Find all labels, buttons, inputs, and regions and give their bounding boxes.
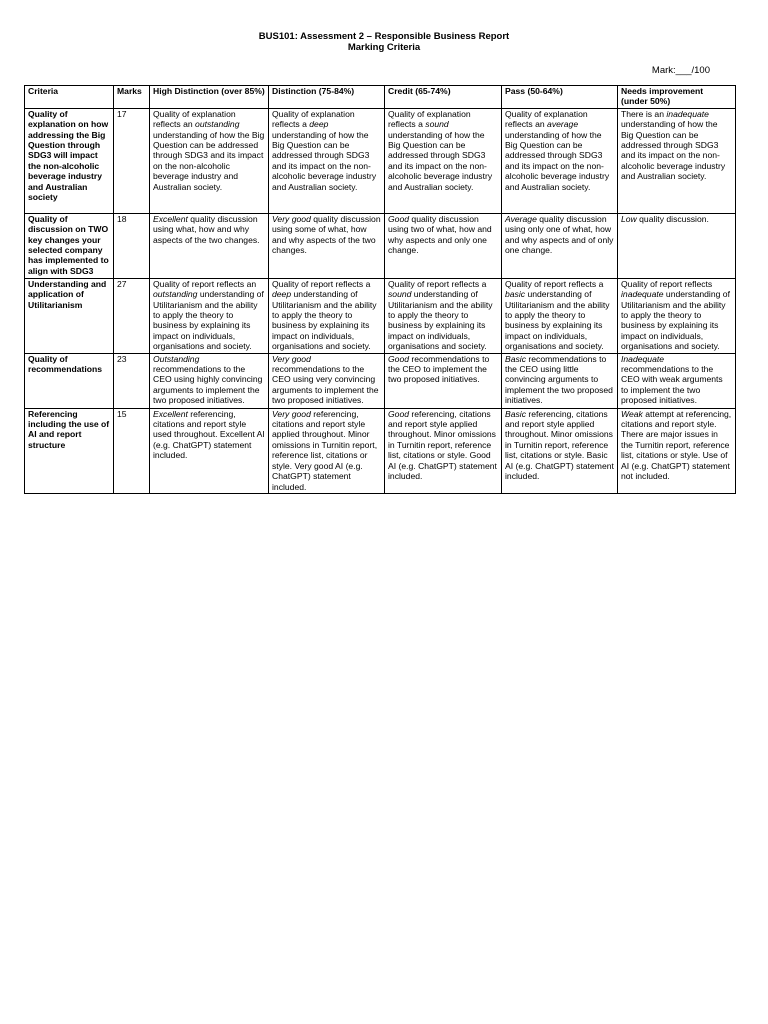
descriptor-emphasis: Excellent: [153, 408, 188, 419]
table-row: [25, 278, 736, 353]
descriptor-cell-distinction: [269, 213, 385, 278]
descriptor-post: understanding of Utilitarianism and the ability to apply the theory to business by explaining its impact on individuals, organisations and society.: [153, 289, 264, 352]
descriptor-emphasis: inadequate: [666, 108, 709, 119]
descriptor-post: quality discussion using two of what, how and why aspects and only one change.: [388, 213, 492, 256]
descriptor-emphasis: Inadequate: [621, 353, 665, 364]
descriptor-post: quality discussion using only one of what, how and why aspects and of only one change.: [505, 213, 614, 256]
descriptor-pre: Quality of explanation reflects a: [388, 108, 471, 130]
descriptor-post: understanding of how the Big Question can be addressed through SDG3 and its impact on the non-alcoholic beverage industry and Australian society.: [272, 129, 377, 192]
descriptor-pre: Quality of explanation reflects a: [272, 108, 355, 130]
descriptor-emphasis: outstanding: [153, 289, 198, 300]
descriptor-cell-needs-improvement: [618, 353, 736, 408]
descriptor-post: recommendations to the CEO using very convincing arguments to implement the two proposed initiatives.: [272, 364, 379, 406]
descriptor-post: recommendations to the CEO using little convincing arguments to implement the two proposed initiatives.: [505, 353, 613, 406]
descriptor-pre: Quality of explanation reflects an: [505, 108, 588, 130]
descriptor-cell-credit: [385, 278, 502, 353]
descriptor-pre: Quality of report reflects: [621, 278, 713, 289]
descriptor-cell-high-distinction: [150, 278, 269, 353]
descriptor-emphasis: sound: [388, 289, 412, 300]
descriptor-emphasis: deep: [272, 289, 292, 300]
descriptor-post: recommendations to the CEO with weak arguments to implement the two proposed initiatives.: [621, 364, 723, 406]
descriptor-post: quality discussion using what, how and why aspects of the two changes.: [153, 213, 260, 245]
header-criteria: Criteria: [25, 86, 114, 109]
descriptor-cell-pass: [502, 278, 618, 353]
criteria-cell: Understanding and application of Utilitarianism: [25, 278, 114, 353]
header-credit: Credit (65-74%): [385, 86, 502, 109]
descriptor-pre: Quality of report reflects an: [153, 278, 257, 289]
mark-total-field: Mark:___/100: [651, 65, 710, 76]
header-needs-improvement: Needs improvement (under 50%): [618, 86, 736, 109]
descriptor-post: understanding of Utilitarianism and the ability to apply the theory to business by explaining its impact on individuals, organisations and society.: [621, 289, 730, 352]
descriptor-post: understanding of Utilitarianism and the ability to apply the theory to business by explaining its impact on individuals, organisations and society.: [272, 289, 377, 352]
descriptor-cell-credit: [385, 108, 502, 213]
descriptor-emphasis: outstanding: [195, 119, 240, 130]
descriptor-cell-pass: [502, 108, 618, 213]
descriptor-cell-pass: [502, 408, 618, 493]
descriptor-emphasis: deep: [309, 119, 329, 130]
descriptor-emphasis: Very good: [272, 213, 311, 224]
table-row: [25, 213, 736, 278]
descriptor-cell-distinction: [269, 353, 385, 408]
descriptor-pre: Quality of explanation reflects an: [153, 108, 236, 130]
descriptor-cell-credit: [385, 213, 502, 278]
descriptor-post: recommendations to the CEO using highly convincing arguments to implement the two proposed initiatives.: [153, 364, 263, 406]
descriptor-cell-pass: [502, 213, 618, 278]
descriptor-post: quality discussion using some of what, how and why aspects of the two changes.: [272, 213, 381, 256]
table-row: [25, 353, 736, 408]
descriptor-emphasis: Basic: [505, 408, 527, 419]
marking-criteria-table: [24, 85, 736, 494]
header-marks: Marks: [114, 86, 150, 109]
descriptor-cell-high-distinction: [150, 408, 269, 493]
descriptor-cell-high-distinction: [150, 108, 269, 213]
descriptor-cell-distinction: [269, 278, 385, 353]
descriptor-cell-distinction: [269, 108, 385, 213]
descriptor-post: understanding of how the Big Question can be addressed through SDG3 and its impact on the non-alcoholic beverage industry and Australian society.: [505, 129, 610, 192]
marks-cell: 23: [114, 353, 150, 408]
descriptor-post: understanding of how the Big Question can be addressed through SDG3 and its impact on the non-alcoholic beverage industry and Australian society.: [621, 119, 726, 182]
header-pass: Pass (50-64%): [502, 86, 618, 109]
table-header-row: [25, 86, 736, 109]
descriptor-cell-high-distinction: [150, 213, 269, 278]
table-row: [25, 108, 736, 213]
criteria-cell: Quality of recommendations: [25, 353, 114, 408]
descriptor-emphasis: Excellent: [153, 213, 188, 224]
header-distinction: Distinction (75-84%): [269, 86, 385, 109]
descriptor-emphasis: Good: [388, 213, 410, 224]
descriptor-emphasis: Very good: [272, 408, 311, 419]
header-high-distinction: High Distinction (over 85%): [150, 86, 269, 109]
marks-cell: 15: [114, 408, 150, 493]
descriptor-post: understanding of how the Big Question can be addressed through SDG3 and its impact on the non-alcoholic beverage industry and Australian society.: [153, 129, 265, 192]
descriptor-emphasis: Good: [388, 353, 410, 364]
descriptor-cell-needs-improvement: [618, 408, 736, 493]
descriptor-post: referencing, citations and report style used throughout. Excellent AI (e.g. ChatGPT) statement included.: [153, 408, 265, 461]
descriptor-emphasis: Good: [388, 408, 410, 419]
descriptor-emphasis: Very good: [272, 353, 311, 364]
marks-cell: 18: [114, 213, 150, 278]
descriptor-cell-pass: [502, 353, 618, 408]
descriptor-pre: There is an: [621, 108, 667, 119]
descriptor-emphasis: Outstanding: [153, 353, 200, 364]
descriptor-pre: Quality of report reflects a: [272, 278, 371, 289]
descriptor-post: quality discussion.: [636, 213, 709, 224]
descriptor-emphasis: average: [547, 119, 579, 130]
descriptor-emphasis: sound: [425, 119, 449, 130]
descriptor-post: recommendations to the CEO to implement the two proposed initiatives.: [388, 353, 490, 385]
criteria-cell: Quality of explanation on how addressing the Big Question through SDG3 will impact the non-alcoholic beverage industry and Australian society: [25, 108, 114, 213]
title-line-1: BUS101: Assessment 2 – Responsible Business Report: [258, 31, 510, 42]
descriptor-cell-credit: [385, 353, 502, 408]
marks-cell: 27: [114, 278, 150, 353]
document-title: [0, 31, 768, 53]
table-row: [25, 408, 736, 493]
descriptor-post: referencing, citations and report style applied throughout. Minor omissions in Turnitin report, reference list, citations or style. Basic AI (e.g. ChatGPT) statement included.: [505, 408, 614, 482]
descriptor-emphasis: Low: [621, 213, 637, 224]
descriptor-post: referencing, citations and report style applied throughout. Minor omissions in Turnitin report, reference list, citations or style. Very good AI (e.g. ChatGPT) statement included.: [272, 408, 378, 492]
title-line-2: Marking Criteria: [347, 42, 421, 53]
descriptor-cell-high-distinction: [150, 353, 269, 408]
descriptor-cell-needs-improvement: [618, 108, 736, 213]
descriptor-cell-credit: [385, 408, 502, 493]
criteria-cell: Quality of discussion on TWO key changes your selected company has implemented to align with SDG3: [25, 213, 114, 278]
descriptor-post: referencing, citations and report style applied throughout. Minor omissions in Turnitin report, reference list, citations or style. Good AI (e.g. ChatGPT) statement included.: [388, 408, 497, 482]
descriptor-cell-needs-improvement: [618, 278, 736, 353]
descriptor-emphasis: Weak: [621, 408, 643, 419]
marks-cell: 17: [114, 108, 150, 213]
descriptor-cell-needs-improvement: [618, 213, 736, 278]
descriptor-emphasis: Average: [505, 213, 537, 224]
descriptor-emphasis: inadequate: [621, 289, 664, 300]
descriptor-post: understanding of Utilitarianism and the ability to apply the theory to business by explaining its impact on individuals, organisations and society.: [505, 289, 610, 352]
descriptor-post: understanding of Utilitarianism and the ability to apply the theory to business by explaining its impact on individuals, organisations and society.: [388, 289, 493, 352]
descriptor-pre: Quality of report reflects a: [505, 278, 604, 289]
descriptor-post: attempt at referencing, citations and report style. There are major issues in the Turnitin report, reference list, citations or style. Use of AI (e.g. ChatGPT) statement not included.: [621, 408, 732, 482]
descriptor-emphasis: Basic: [505, 353, 527, 364]
descriptor-emphasis: basic: [505, 289, 526, 300]
criteria-cell: Referencing including the use of AI and report structure: [25, 408, 114, 493]
descriptor-pre: Quality of report reflects a: [388, 278, 487, 289]
descriptor-cell-distinction: [269, 408, 385, 493]
descriptor-post: understanding of how the Big Question can be addressed through SDG3 and its impact on the non-alcoholic beverage industry and Australian society.: [388, 129, 493, 192]
